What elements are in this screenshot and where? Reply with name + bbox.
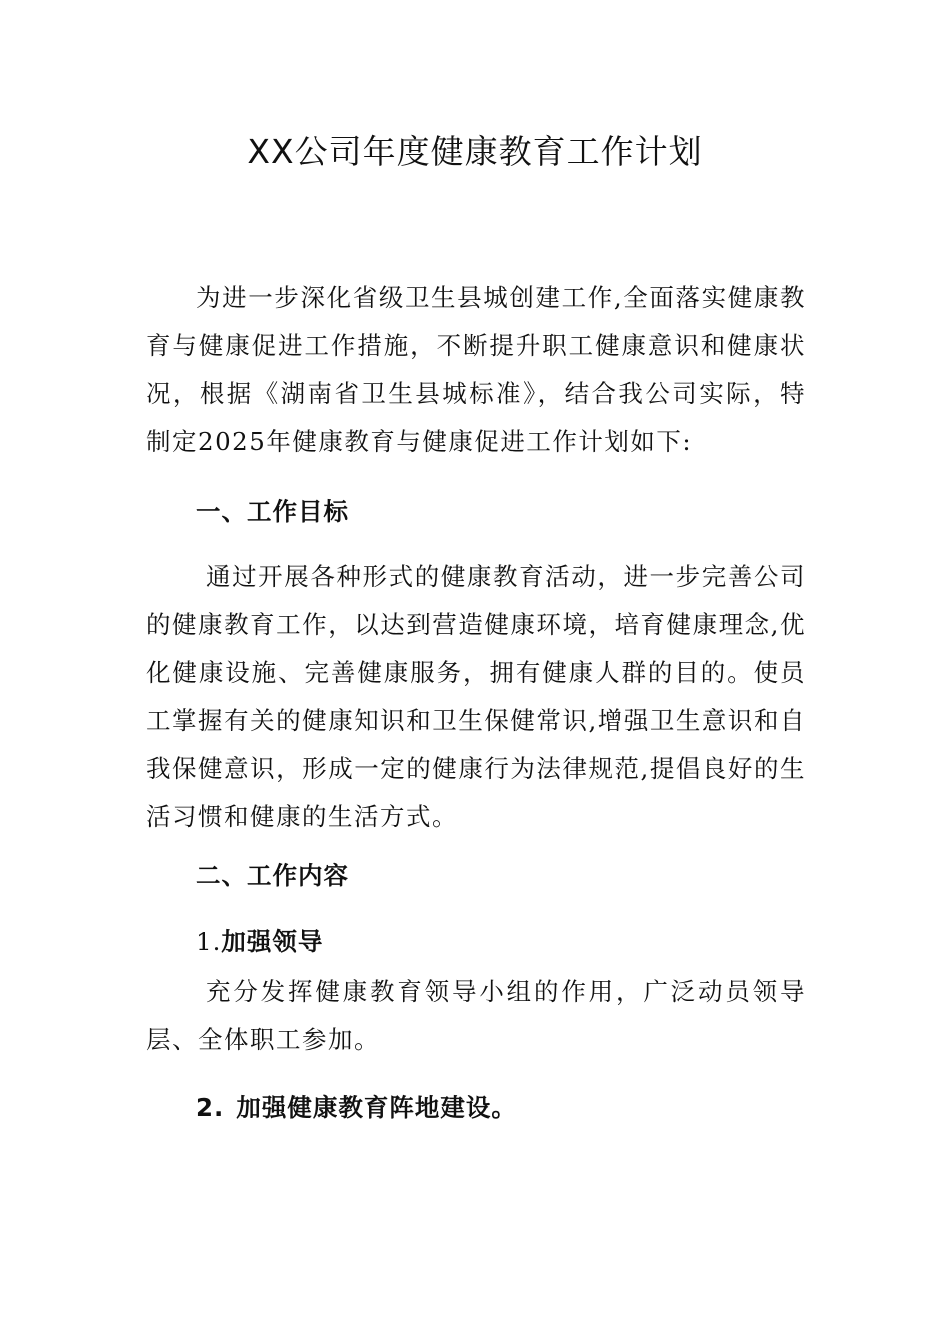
- item-number: 2.: [196, 1093, 225, 1122]
- item-heading-base-building: [196, 1084, 517, 1132]
- item-number: 1.: [196, 927, 222, 956]
- goals-paragraph: 通过开展各种形式的健康教育活动，进一步完善公司的健康教育工作，以达到营造健康环境，培育健康理念,优化健康设施、完善健康服务，拥有健康人群的目的。使员工掌握有关的健康知识和卫生保健常识,增强卫生意识和自我保健意识，形成一定的健康行为法律规范,提倡良好的生活习惯和健康的生活方式。: [146, 562, 806, 831]
- item-heading-leadership: [196, 918, 323, 966]
- document-title: XX公司年度健康教育工作计划: [247, 132, 703, 171]
- section-heading-goals: 一、工作目标: [196, 497, 349, 526]
- leadership-paragraph: 充分发挥健康教育领导小组的作用，广泛动员领导层、全体职工参加。: [146, 977, 806, 1054]
- section-heading-content: 二、工作内容: [196, 861, 349, 890]
- item-label: 加强健康教育阵地建设。: [236, 1093, 517, 1122]
- intro-paragraph: 为进一步深化省级卫生县城创建工作,全面落实健康教育与健康促进工作措施，不断提升职工健康意识和健康状况，根据《湖南省卫生县城标准》，结合我公司实际，特制定2025年健康教育与健康促进工作计划如下:: [146, 283, 806, 456]
- item-label: 加强领导: [221, 927, 324, 956]
